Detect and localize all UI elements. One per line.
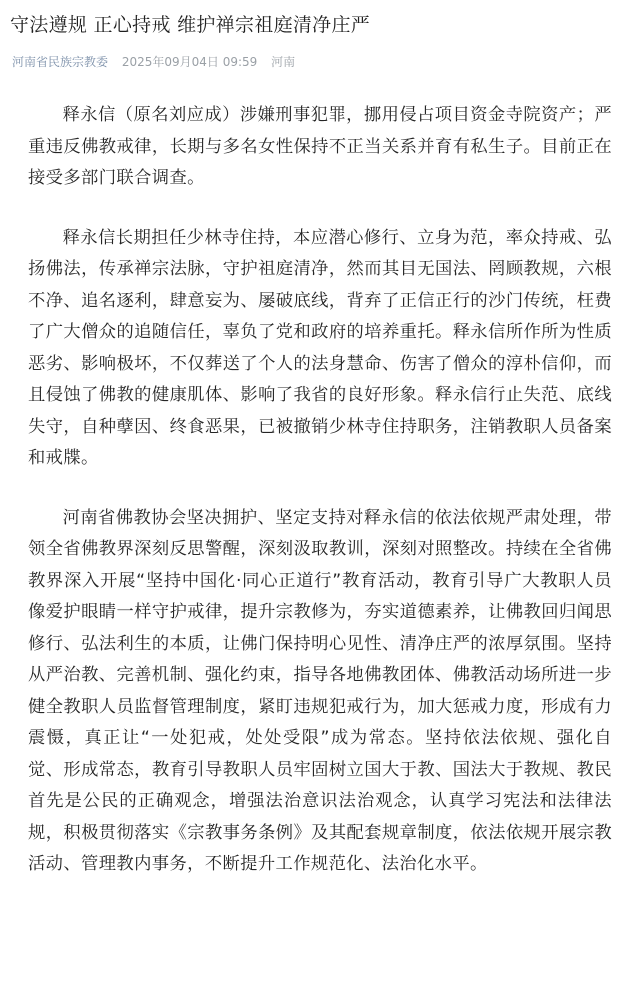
article-paragraph-1: 释永信（原名刘应成）涉嫌刑事犯罪，挪用侵占项目资金寺院资产；严重违反佛教戒律，长期与多名女性保持不正当关系并育有私生子。目前正在接受多部门联合调查。 — [28, 105, 612, 188]
article-datetime: 2025年09月04日 09:59 — [121, 55, 258, 69]
article-author[interactable]: 河南省民族宗教委 — [12, 55, 109, 69]
article-location: 河南 — [271, 55, 296, 69]
article-meta — [12, 52, 628, 72]
article-paragraph-3: 河南省佛教协会坚决拥护、坚定支持对释永信的依法依规严肃处理，带领全省佛教界深刻反思警醒，深刻汲取教训，深刻对照整改。持续在全省佛教界深入开展“坚持中国化·同心正道行”教育活动，教育引导广大教职人员像爱护眼睛一样守护戒律，提升宗教修为，夯实道德素养，让佛教回归闻思修行、弘法利生的本质，让佛门保持明心见性、清净庄严的浓厚氛围。坚持从严治教、完善机制、强化约束，指导各地佛教团体、佛教活动场所进一步健全教职人员监督管理制度，紧盯违规犯戒行为，加大惩戒力度，形成有力震慑，真正让“一处犯戒，处处受限”成为常态。坚持依法依规、强化自觉、形成常态，教育引导教职人员牢固树立国大于教、国法大于教规、教民首先是公民的正确观念，增强法治意识法治观念，认真学习宪法和法律法规，积极贯彻落实《宗教事务条例》及其配套规章制度，依法依规开展宗教活动、管理教内事务，不断提升工作规范化、法治化水平。 — [28, 507, 612, 874]
article-title: 守法遵规 正心持戒 维护禅宗祖庭清净庄严 — [10, 14, 371, 36]
article-paragraph-2: 释永信长期担任少林寺住持，本应潜心修行、立身为范，率众持戒、弘扬佛法，传承禅宗法脉，守护祖庭清净，然而其目无国法、罔顾教规，六根不净、追名逐利，肆意妄为、屡破底线，背弃了正信正行的沙门传统，枉费了广大僧众的追随信任，辜负了党和政府的培养重托。释永信所作所为性质恶劣、影响极坏，不仅葬送了个人的法身慧命、伤害了僧众的淳朴信仰，而且侵蚀了佛教的健康肌体、影响了我省的良好形象。释永信行止失范、底线失守，自种孽因、终食恶果，已被撤销少林寺住持职务，注销教职人员备案和戒牒。 — [28, 227, 612, 468]
article-body — [28, 100, 612, 970]
